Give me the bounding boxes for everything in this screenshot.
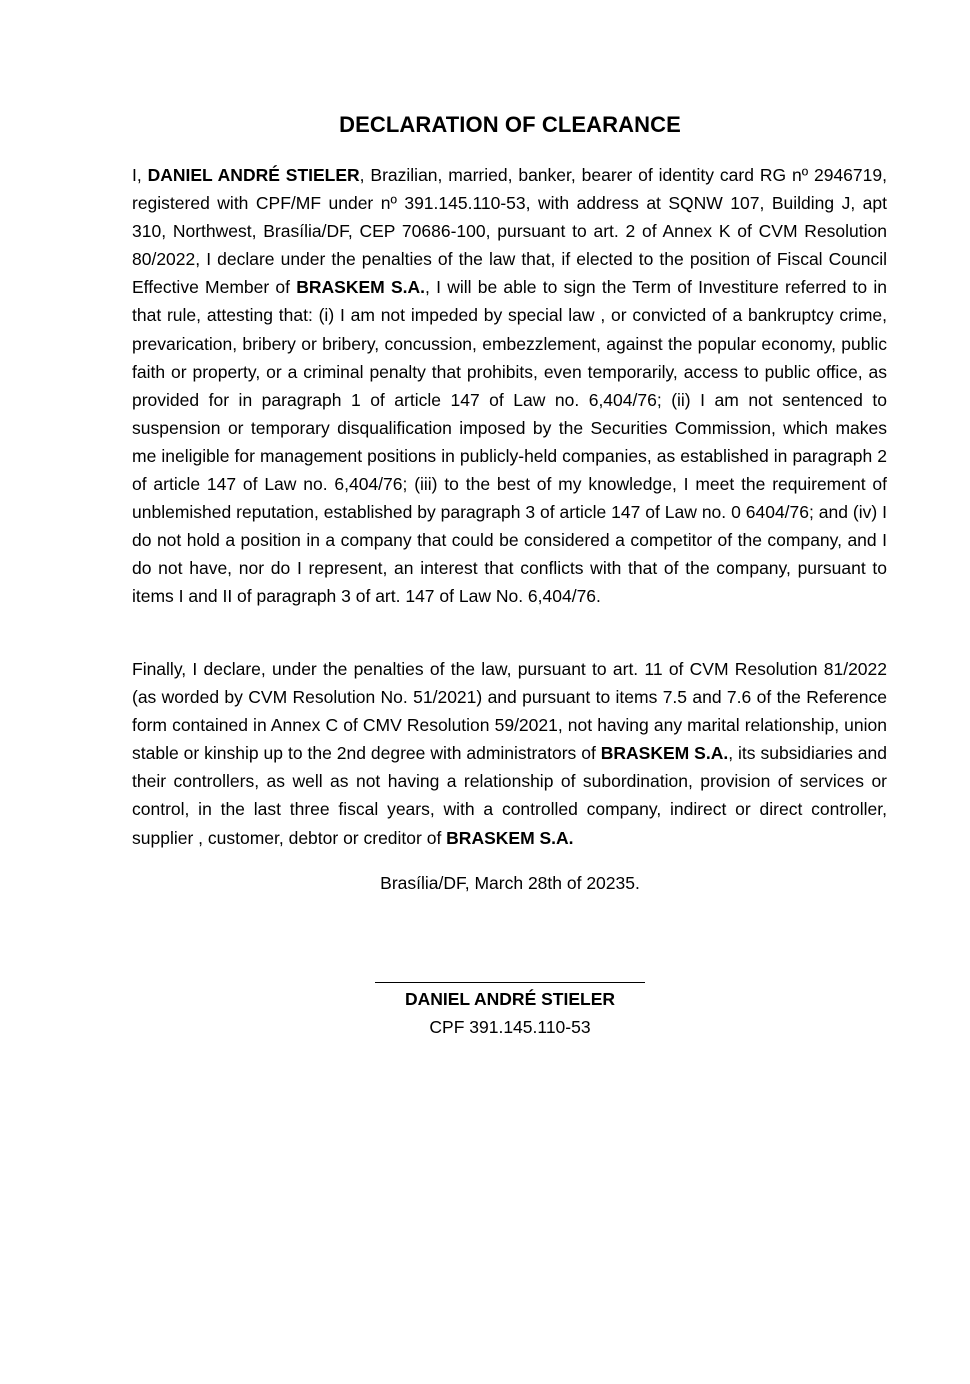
paragraph-2-text-b: , its subsidiaries and their controllers, as well as not having a relationship of subordination, provision of services or control, in the last three fiscal years, with a controlled company, indirect or direct controller, supplier , customer, debtor or creditor of [132, 743, 888, 848]
paragraph-1-text-b: , I will be able to sign the Term of Investiture referred to in that rule, attesting that: (i) I am not impeded by special law , or convicted of a bankruptcy crime, prevarication, bribery or bribery, concussion, embezzlement, against the popular economy, public faith or property, or a criminal penalty that prohibits, even temporarily, access to public office, as provided for in paragraph 1 of article 147 of Law no. 6,404/76; (ii) I am not sentenced to suspension or temporary disqualification imposed by the Securities Commission, which makes me ineligible for management positions in publicly-held companies, as established in paragraph 2 of article 147 of Law no. 6,404/76; (iii) to the best of my knowledge, I meet the requirement of unblemished reputation, established by paragraph 3 of article 147 of Law no. 0 6404/76; and (iv) I do not hold a position in a company that could be considered a competitor of the company, and I do not have, nor do I represent, an interest that conflicts with that of the company, pursuant to items I and II of paragraph 3 of art. 147 of Law No. 6,404/76. [132, 277, 887, 607]
signature-line [375, 960, 645, 983]
declaration-paragraph-2 [132, 655, 887, 852]
paragraph-2-text-a: Finally, I declare, under the penalties of the law, pursuant to art. 11 of CVM Resolution 81/2022 (as worded by CVM Resolution No. 51/2021) and pursuant to items 7.5 and 7.6 of the Reference form contained in Annex C of CMV Resolution 59/2021, not having any marital relationship, union stable or kinship up to the 2nd degree with administrators of [132, 659, 887, 764]
company-name: BRASKEM S.A. [296, 277, 426, 298]
document-title: DECLARATION OF CLEARANCE [339, 112, 681, 137]
declaration-paragraph-1 [132, 161, 887, 611]
company-name: BRASKEM S.A. [600, 743, 729, 764]
declarant-name: DANIEL ANDRÉ STIELER [147, 165, 360, 185]
signatory-name: DANIEL ANDRÉ STIELER [404, 989, 616, 1009]
place-and-date: Brasília/DF, March 28th of 20235. [380, 873, 640, 893]
paragraph-1-text-a: , Brazilian, married, banker, bearer of identity card RG nº 2946719, registered with CPF/MF under nº 391.145.110-53, with address at SQNW 107, Building J, apt 310, Northwest, Brasília/DF, CEP 70686-100, pursuant to art. 2 of Annex K of CVM Resolution 80/2022, I declare under the penalties of the law that, if elected to the position of Fiscal Council Effective Member of [132, 165, 887, 298]
company-name: BRASKEM S.A. [446, 827, 574, 848]
paragraph-1-intro: I, [132, 165, 148, 185]
signatory-cpf: CPF 391.145.110-53 [429, 1017, 591, 1037]
signature-block [0, 960, 970, 1041]
